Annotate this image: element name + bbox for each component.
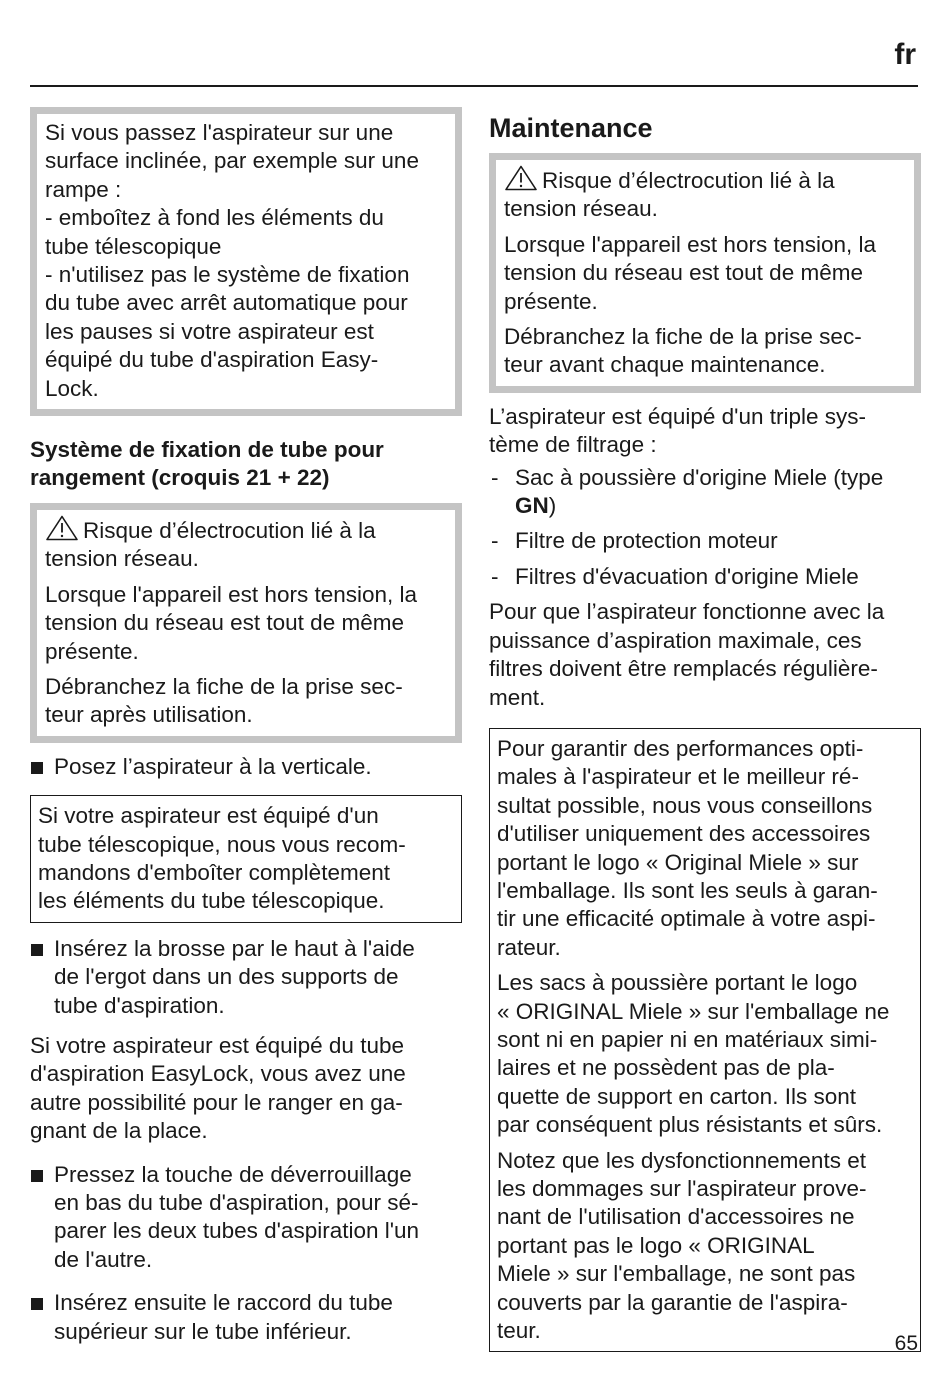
storage-section-heading: Système de fixation de tube pour rangement (croquis 21 + 22)	[30, 437, 384, 491]
page-number: 65	[894, 1332, 918, 1355]
step-upright: Posez l’aspirateur à la verticale.	[30, 753, 462, 781]
info-paragraph: Les sacs à poussière portant le logo « ORIGINAL Miele » sur l'emballage ne sont ni en papier ni en matériaux simi- laires et ne possèdent pas de pla- quette de support en carton. Ils sont par conséquent plus résistants et sûrs.	[497, 970, 890, 1138]
warning-triangle-icon	[45, 515, 79, 541]
warning-title: Risque d’électrocution lié à la tension réseau.	[45, 515, 447, 574]
left-column	[30, 107, 462, 1346]
warning-body: Lorsque l'appareil est hors tension, la tension du réseau est tout de même présente.	[504, 231, 877, 314]
step-release-button: Pressez la touche de déverrouillage en bas du tube d'aspiration, pour sé- parer les deux tubes d'aspiration l'un de l'autre.	[30, 1161, 462, 1275]
list-item: - Filtre de protection moteur	[489, 527, 921, 555]
list-item: - Filtres d'évacuation d'origine Miele	[489, 563, 921, 591]
step-insert-brush: Insérez la brosse par le haut à l'aide de l'ergot dans un des supports de tube d'aspiration.	[30, 935, 462, 1020]
filter-intro: L’aspirateur est équipé d'un triple sys- tème de filtrage :	[489, 403, 867, 458]
list-item: - Sac à poussière d'origine Miele (type GN)	[489, 464, 921, 521]
warning-triangle-icon	[504, 165, 538, 191]
easylock-paragraph: Si votre aspirateur est équipé du tube d'aspiration EasyLock, vous avez une autre possibilité pour le ranger en ga- gnant de la place.	[30, 1032, 406, 1144]
electrocution-warning-box	[30, 503, 462, 743]
original-accessories-box	[489, 728, 921, 1353]
warning-body: Lorsque l'appareil est hors tension, la tension du réseau est tout de même présente.	[45, 581, 418, 664]
filter-list	[489, 464, 921, 592]
info-paragraph: Notez que les dysfonctionnements et les dommages sur l'aspirateur prove- nant de l'utilisation d'accessoires ne portant pas le logo « ORIGINAL Miele » sur l'emballage, ne sont pas couverts par la garantie de l'aspira- teur.	[497, 1147, 867, 1344]
telescopic-note-box	[30, 795, 462, 923]
slope-warning-box	[30, 107, 462, 416]
warning-instruction: Débranchez la fiche de la prise sec- teur après utilisation.	[45, 673, 403, 728]
note-text: Si votre aspirateur est équipé d'un tube télescopique, nous vous recom- mandons d'emboîter complètement les éléments du tube télescopique.	[38, 803, 406, 914]
info-paragraph: Pour garantir des performances opti- males à l'aspirateur et le meilleur ré- sultat possible, nous vous conseillons d'utiliser uniquement des accessoires portant le logo « Original Miele » sur l'emballage. Ils sont les seuls à garan- tir une efficacité optimale à votre aspi- rateur.	[497, 735, 878, 960]
maintenance-warning-box	[489, 153, 921, 393]
slope-text: Si vous passez l'aspirateur sur une surface inclinée, par exemple sur une rampe : - emboîtez à fond les éléments du tube télescopique - n'utilisez pas le système de fixation du tube avec arrêt automatique pour les pauses si votre aspirateur est équipé du tube d'aspiration Easy- Lock.	[45, 120, 419, 401]
replace-paragraph: Pour que l’aspirateur fonctionne avec la puissance d’aspiration maximale, ces filtres doivent être remplacés régulière- ment.	[489, 599, 885, 710]
language-code: fr	[894, 38, 916, 71]
header-rule	[30, 85, 918, 87]
warning-instruction: Débranchez la fiche de la prise sec- teur avant chaque maintenance.	[504, 324, 862, 378]
warning-title: Risque d’électrocution lié à la tension réseau.	[504, 165, 906, 224]
step-insert-connector: Insérez ensuite le raccord du tube supérieur sur le tube inférieur.	[30, 1289, 462, 1346]
maintenance-heading: Maintenance	[489, 113, 653, 143]
right-column	[489, 107, 921, 1352]
